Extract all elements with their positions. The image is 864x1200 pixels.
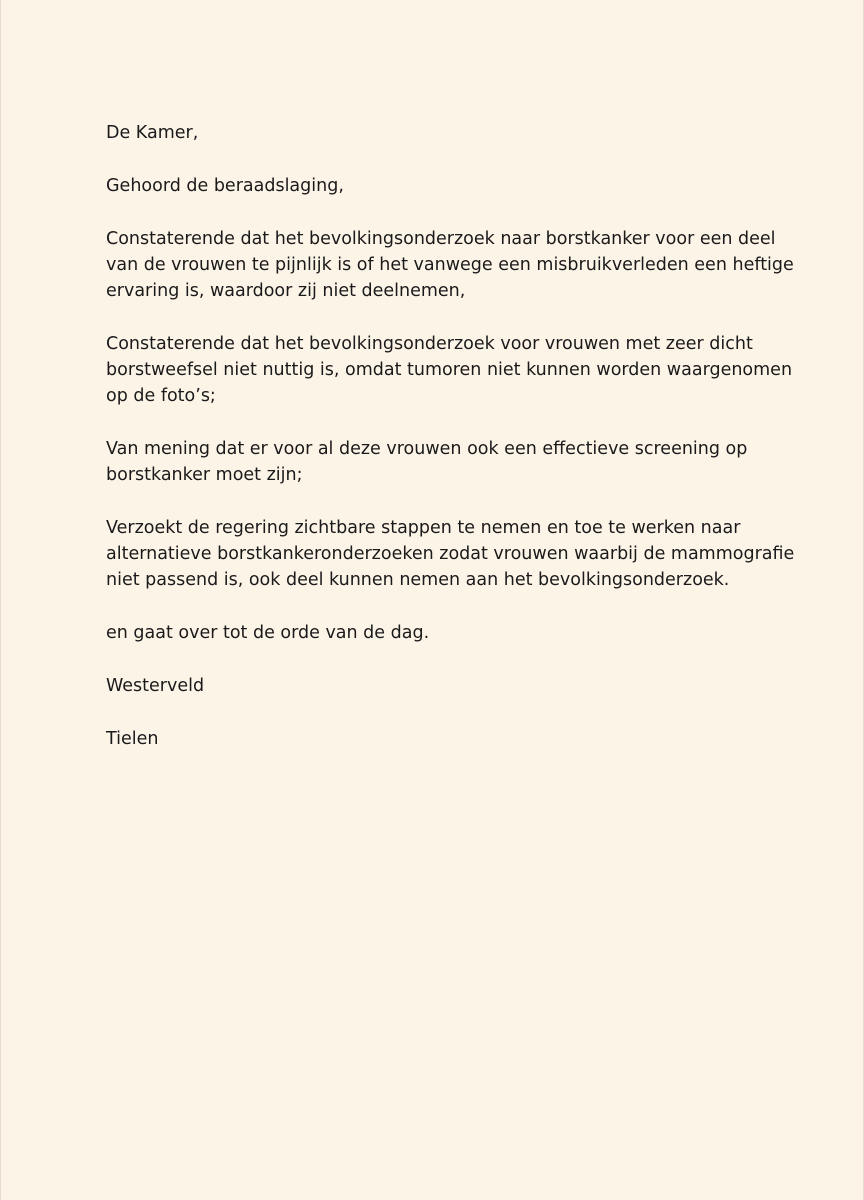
motion-text bbox=[106, 120, 806, 779]
paragraph-1: Constaterende dat het bevolkingsonderzoek naar borstkanker voor een deel van de vrouwen te pijnlijk is of het vanwege een misbruikverleden een heftige ervaring is, waardoor zij niet deelnemen, bbox=[106, 229, 794, 301]
paragraph-4: Verzoekt de regering zichtbare stappen te nemen en toe te werken naar alternatieve borstkankeronderzoeken zodat vrouwen waarbij de mammografie niet passend is, ook deel kunnen nemen aan het bevolkingsonderzoek. bbox=[106, 518, 795, 590]
closing-line: en gaat over tot de orde van de dag. bbox=[106, 623, 430, 643]
salutation: De Kamer, bbox=[106, 123, 199, 143]
paragraph-2: Constaterende dat het bevolkingsonderzoek voor vrouwen met zeer dicht borstweefsel niet nuttig is, omdat tumoren niet kunnen worden waargenomen op de foto’s; bbox=[106, 334, 793, 406]
opening-line: Gehoord de beraadslaging, bbox=[106, 176, 344, 196]
signatories bbox=[106, 673, 806, 752]
signatory-2: Tielen bbox=[106, 729, 159, 749]
paragraph-3: Van mening dat er voor al deze vrouwen ook een effectieve screening op borstkanker moet zijn; bbox=[106, 439, 748, 485]
signatory-1: Westerveld bbox=[106, 676, 205, 696]
